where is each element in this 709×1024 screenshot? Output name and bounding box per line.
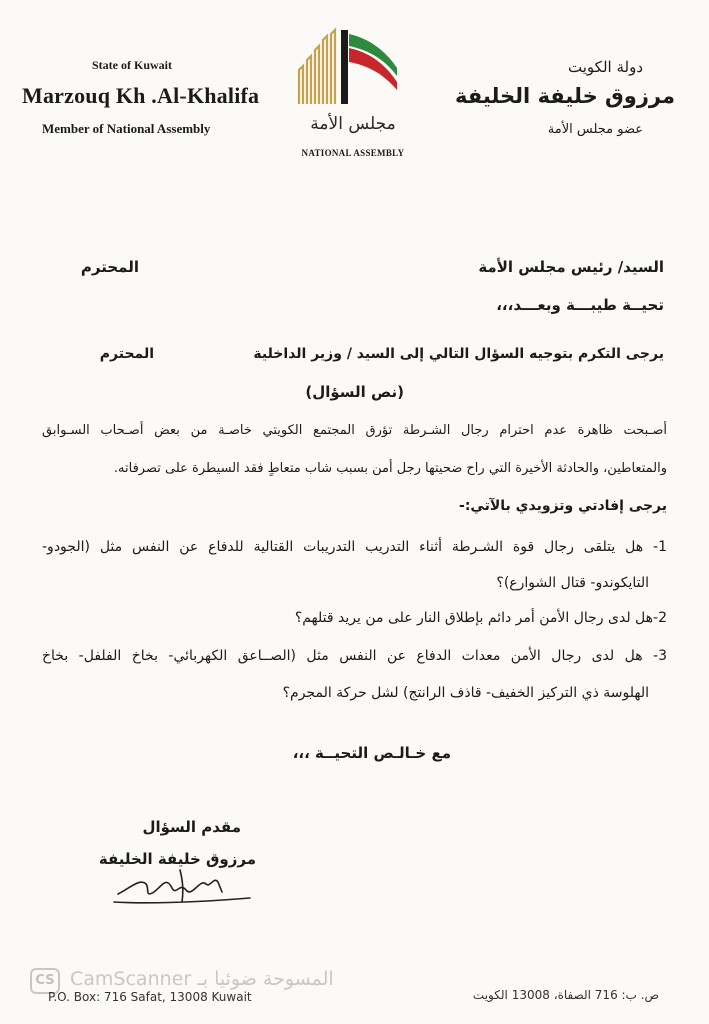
greeting: تحيــة طيبـــة وبعـــد،،، xyxy=(496,296,664,314)
national-assembly-logo xyxy=(293,26,413,162)
en-member-role: Member of National Assembly xyxy=(42,121,211,136)
footer-address-en: P.O. Box: 716 Safat, 13008 Kuwait xyxy=(48,990,252,1004)
ar-state-label: دولة الكويت xyxy=(568,58,643,76)
request-honorific: المحترم xyxy=(99,346,154,362)
camscanner-badge: CS xyxy=(30,968,60,994)
camscanner-text: CamScanner المسوحة ضوئيا بـ xyxy=(70,968,334,990)
assembly-emblem-icon xyxy=(293,26,413,116)
paragraph-line-2: والمتعاطين، والحادثة الأخيرة التي راح ضحيتها رجل أمن بسبب شاب متعاطٍ فقد السيطرة على تصرفاته. xyxy=(113,461,667,476)
question-title: (نص السؤال) xyxy=(305,383,404,401)
question-3-line-1: 3- هل لدى رجال الأمن معدات الدفاع عن النفس مثل (الصــاعق الكهربائي- بخاخ الفلفل- بخاخ xyxy=(42,648,667,664)
closing: مع خـالـص التحيــة ،،، xyxy=(292,744,451,762)
footer-address-ar: ص. ب: 716 الصفاة، 13008 الكويت xyxy=(472,988,659,1002)
en-state-label: State of Kuwait xyxy=(92,58,172,72)
ar-member-role: عضو مجلس الأمة xyxy=(547,122,643,137)
request-line: يرجى التكرم بتوجيه السؤال التالي إلى السيد / وزير الداخلية xyxy=(253,346,664,362)
logo-arabic-text: مجلس الأمة xyxy=(310,114,396,134)
submitter-title: مقدم السؤال xyxy=(142,818,241,836)
signature-icon xyxy=(110,858,260,908)
question-2: 2-هل لدى رجال الأمن أمر دائم بإطلاق النار على من يريد قتلهم؟ xyxy=(294,610,667,626)
ar-member-name: مرزوق خليفة الخليفة xyxy=(455,84,675,108)
submitter-name: مرزوق خليفة الخليفة xyxy=(98,850,256,868)
addressee-honorific: المحترم xyxy=(80,258,139,276)
en-member-name: Marzouq Kh .Al-Khalifa xyxy=(22,83,260,108)
question-1-line-1: 1- هل يتلقى رجال قوة الشـرطة أثناء التدريب التدريبات القتالية للدفاع عن النفس مثل (الجودو- xyxy=(42,539,667,555)
logo-english-text: NATIONAL ASSEMBLY xyxy=(301,148,405,158)
question-1-line-2: التايكوندو- قتال الشوارع)؟ xyxy=(496,575,649,591)
question-3-line-2: الهلوسة ذي التركيز الخفيف- قاذف الرانتج) لشل حركة المجرم؟ xyxy=(282,685,649,701)
please-provide: يرجى إفادتي وتزويدي بالآتي:- xyxy=(459,498,667,514)
paragraph-line-1: أصـبحت ظاهرة عدم احترام رجال الشـرطة تؤرق المجتمع الكويتي خاصـة من بعض أصـحاب السـوابق xyxy=(42,423,667,438)
addressee: السيد/ رئيس مجلس الأمة xyxy=(478,258,664,276)
